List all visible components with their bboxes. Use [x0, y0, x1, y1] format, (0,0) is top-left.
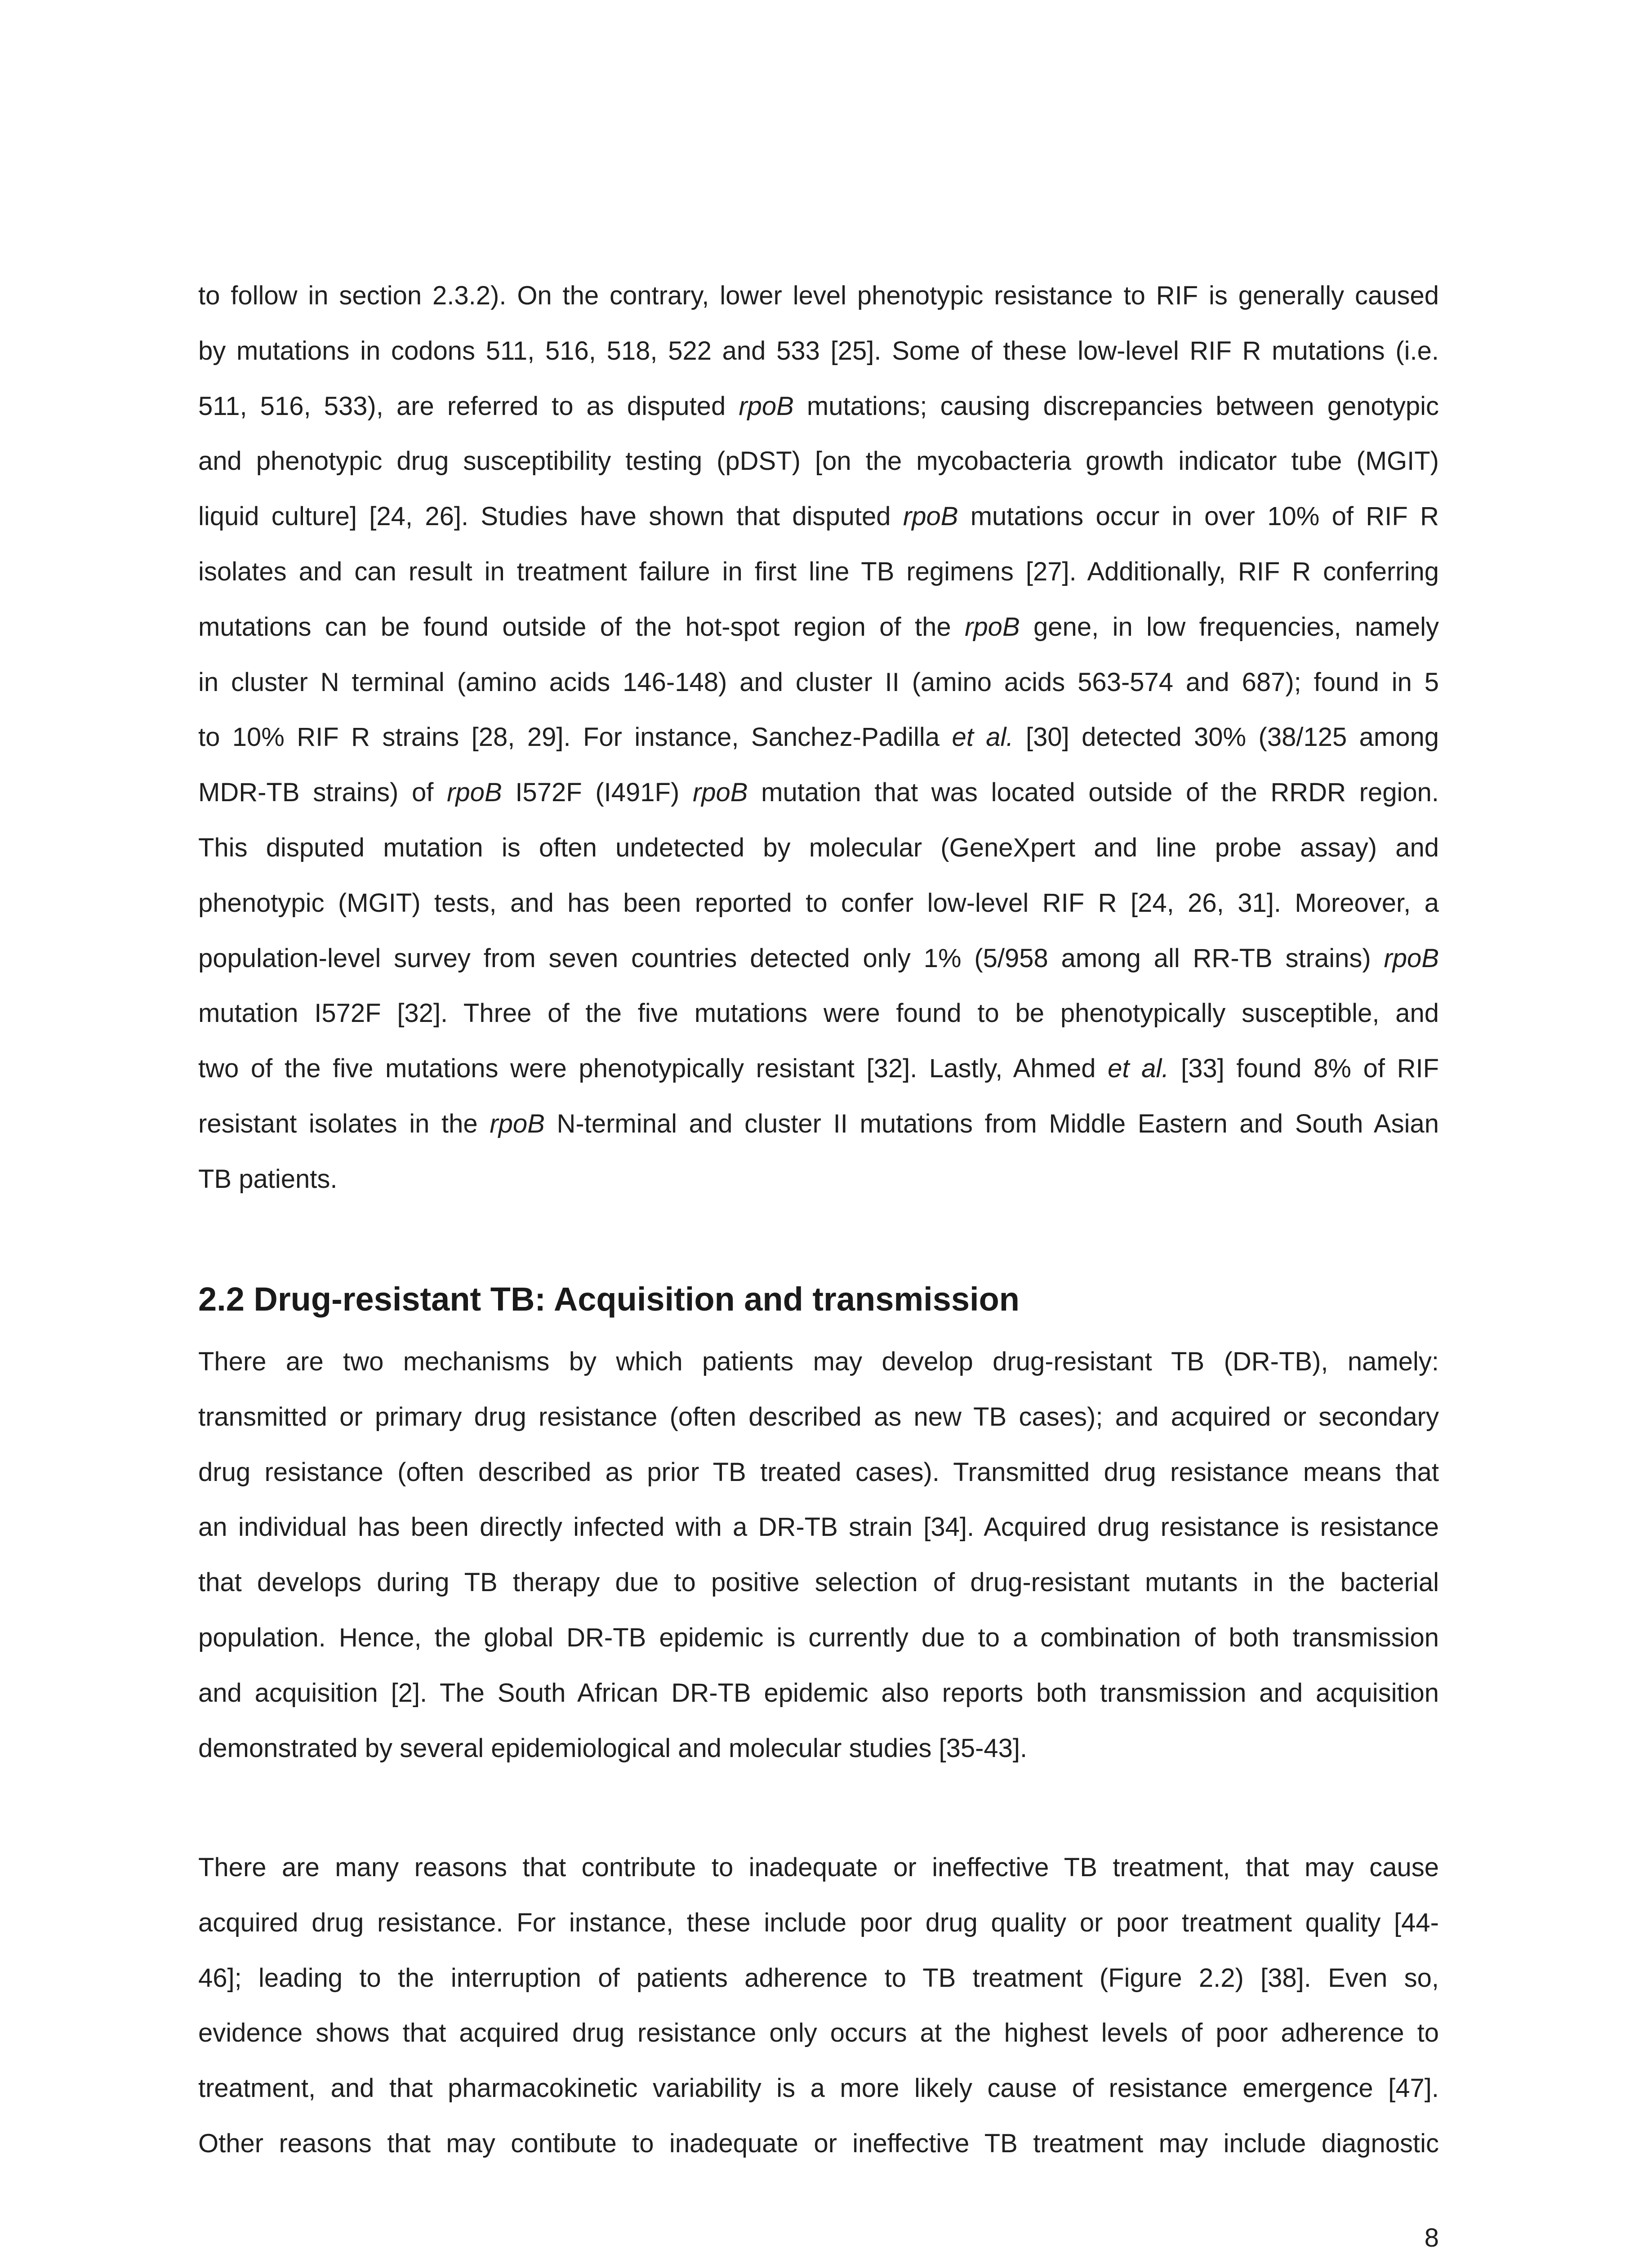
- gene-name: rpoB: [692, 778, 748, 807]
- text-line: and acquisition [2]. The South African DR-TB epidemic also reports both transmission and acquisition: [198, 1678, 1439, 1708]
- gene-name: rpoB: [490, 1109, 545, 1138]
- citation-et-al: et al.: [952, 723, 1014, 752]
- section-heading: 2.2 Drug-resistant TB: Acquisition and transmission: [198, 1280, 1020, 1318]
- text-line: 46]; leading to the interruption of patients adherence to TB treatment (Figure 2.2) [38]. Even so,: [198, 1963, 1439, 1993]
- gene-name: rpoB: [903, 502, 958, 531]
- text-line: drug resistance (often described as prior TB treated cases). Transmitted drug resistance means that: [198, 1457, 1439, 1487]
- paragraph-reasons: [198, 1840, 1439, 2172]
- text-line: TB patients.: [198, 1164, 338, 1194]
- text-line: resistant isolates in the rpoB N-terminal and cluster II mutations from Middle Eastern and South Asian: [198, 1109, 1439, 1138]
- text-line: to 10% RIF R strains [28, 29]. For instance, Sanchez-Padilla et al. [30] detected 30% (38/125 among: [198, 723, 1439, 752]
- text-line: demonstrated by several epidemiological and molecular studies [35-43].: [198, 1733, 1028, 1763]
- text-line: an individual has been directly infected with a DR-TB strain [34]. Acquired drug resistance is resistance: [198, 1512, 1439, 1542]
- text-line: This disputed mutation is often undetected by molecular (GeneXpert and line probe assay) and: [198, 833, 1439, 862]
- text-line: evidence shows that acquired drug resistance only occurs at the highest levels of poor adherence to: [198, 2018, 1439, 2048]
- page-number: 8: [1424, 2223, 1439, 2248]
- text-line: isolates and can result in treatment failure in first line TB regimens [27]. Additionally, RIF R conferring: [198, 557, 1439, 586]
- text-line: phenotypic (MGIT) tests, and has been reported to confer low-level RIF R [24, 26, 31]. Moreover, a: [198, 888, 1439, 918]
- paragraph-rif-resistance: [198, 268, 1439, 1207]
- text-line: and phenotypic drug susceptibility testing (pDST) [on the mycobacteria growth indicator tube (MGIT): [198, 446, 1439, 476]
- text-line: in cluster N terminal (amino acids 146-148) and cluster II (amino acids 563-574 and 687); found in 5: [198, 667, 1439, 697]
- gene-name: rpoB: [1384, 943, 1439, 973]
- text-line: MDR-TB strains) of rpoB I572F (I491F) rpoB mutation that was located outside of the RRDR region.: [198, 778, 1439, 807]
- text-line: mutations can be found outside of the hot-spot region of the rpoB gene, in low frequencies, namely: [198, 612, 1439, 642]
- text-line: two of the five mutations were phenotypically resistant [32]. Lastly, Ahmed et al. [33] found 8% of RIF: [198, 1054, 1439, 1084]
- text-line: mutation I572F [32]. Three of the five mutations were found to be phenotypically susceptible, and: [198, 999, 1439, 1028]
- citation-et-al: et al.: [1108, 1054, 1169, 1084]
- text-line: treatment, and that pharmacokinetic variability is a more likely cause of resistance emergence [47].: [198, 2074, 1439, 2103]
- text-line: transmitted or primary drug resistance (often described as new TB cases); and acquired or secondary: [198, 1402, 1439, 1432]
- text-line: There are many reasons that contribute to inadequate or ineffective TB treatment, that may cause: [198, 1853, 1439, 1882]
- gene-name: rpoB: [447, 778, 502, 807]
- gene-name: rpoB: [965, 612, 1020, 642]
- text-line: Other reasons that may contibute to inadequate or ineffective TB treatment may include diagnostic: [198, 2128, 1439, 2158]
- text-line: population. Hence, the global DR-TB epidemic is currently due to a combination of both transmission: [198, 1623, 1439, 1652]
- text-line: that develops during TB therapy due to positive selection of drug-resistant mutants in the bacterial: [198, 1568, 1439, 1597]
- text-line: to follow in section 2.3.2). On the contrary, lower level phenotypic resistance to RIF is generally caused: [198, 281, 1439, 310]
- text-line: by mutations in codons 511, 516, 518, 522 and 533 [25]. Some of these low-level RIF R mutations (i.e.: [198, 336, 1439, 366]
- paragraph-mechanisms: [198, 1334, 1439, 1776]
- text-line: population-level survey from seven countries detected only 1% (5/958 among all RR-TB strains) rpoB: [198, 943, 1439, 973]
- gene-name: rpoB: [739, 391, 794, 421]
- text-line: liquid culture] [24, 26]. Studies have shown that disputed rpoB mutations occur in over 10% of RIF R: [198, 502, 1439, 531]
- text-line: There are two mechanisms by which patients may develop drug-resistant TB (DR-TB), namely:: [198, 1347, 1439, 1376]
- text-line: acquired drug resistance. For instance, these include poor drug quality or poor treatment quality [44-: [198, 1908, 1439, 1937]
- text-line: 511, 516, 533), are referred to as disputed rpoB mutations; causing discrepancies between genotypic: [198, 391, 1439, 421]
